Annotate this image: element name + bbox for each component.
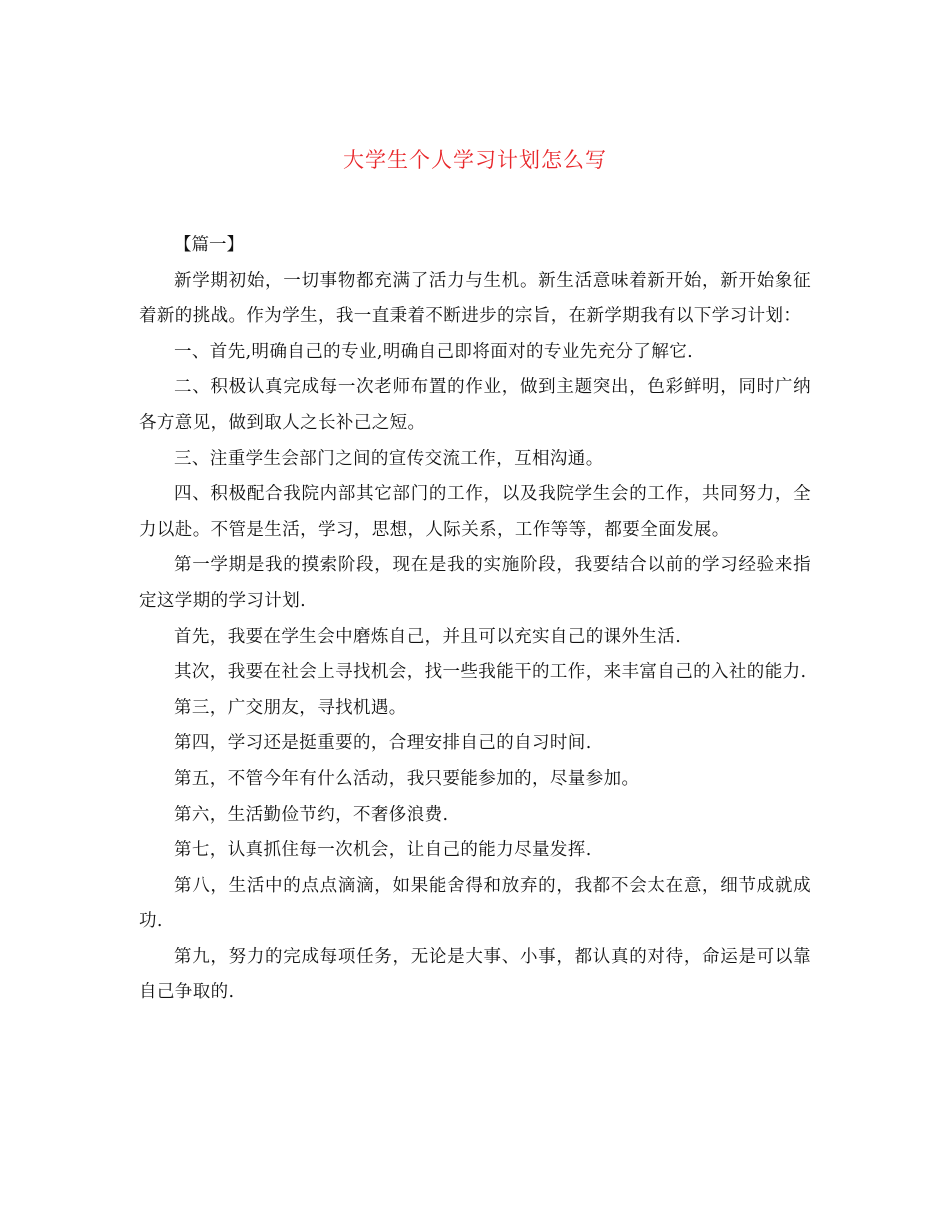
paragraph-third: 第三，广交朋友，寻找机遇。 — [174, 697, 407, 718]
document-body — [139, 228, 811, 1011]
paragraph-sixth: 第六，生活勤俭节约，不奢侈浪费. — [174, 804, 449, 825]
section-label: 【篇一】 — [174, 235, 244, 255]
paragraph-first: 首先，我要在学生会中磨炼自己，并且可以充实自己的课外生活. — [174, 626, 682, 647]
paragraph-first-term: 第一学期是我的摸索阶段，现在是我的实施阶段，我要结合以前的学习经验来指定这学期的学习计划. — [139, 555, 811, 611]
paragraph-seventh: 第七，认真抓住每一次机会，让自己的能力尽量发挥. — [174, 840, 592, 861]
paragraph-item-1: 一、首先,明确自己的专业,明确自己即将面对的专业先充分了解它. — [174, 341, 694, 362]
paragraph-eighth: 第八，生活中的点点滴滴，如果能舍得和放弃的，我都不会太在意，细节成就成功. — [139, 875, 811, 932]
paragraph-fourth: 第四，学习还是挺重要的，合理安排自己的自习时间. — [174, 733, 592, 754]
paragraph-intro: 新学期初始，一切事物都充满了活力与生机。新生活意味着新开始，新开始象征着新的挑战。作为学生，我一直秉着不断进步的宗旨，在新学期我有以下学习计划： — [139, 270, 811, 327]
document-title: 大学生个人学习计划怎么写 — [343, 148, 607, 172]
paragraph-second: 其次，我要在社会上寻找机会，找一些我能干的工作，来丰富自己的入社的能力. — [174, 662, 807, 683]
paragraph-item-2: 二、积极认真完成每一次老师布置的作业，做到主题突出，色彩鲜明，同时广纳各方意见，做到取人之长补己之短。 — [139, 377, 811, 433]
paragraph-ninth: 第九，努力的完成每项任务，无论是大事、小事，都认真的对待，命运是可以靠自己争取的. — [139, 946, 811, 1003]
paragraph-item-4: 四、积极配合我院内部其它部门的工作，以及我院学生会的工作，共同努力，全力以赴。不管是生活，学习，思想，人际关系，工作等等，都要全面发展。 — [139, 484, 811, 540]
paragraph-fifth: 第五，不管今年有什么活动，我只要能参加的，尽量参加。 — [174, 768, 640, 789]
paragraph-item-3: 三、注重学生会部门之间的宣传交流工作，互相沟通。 — [174, 448, 604, 469]
